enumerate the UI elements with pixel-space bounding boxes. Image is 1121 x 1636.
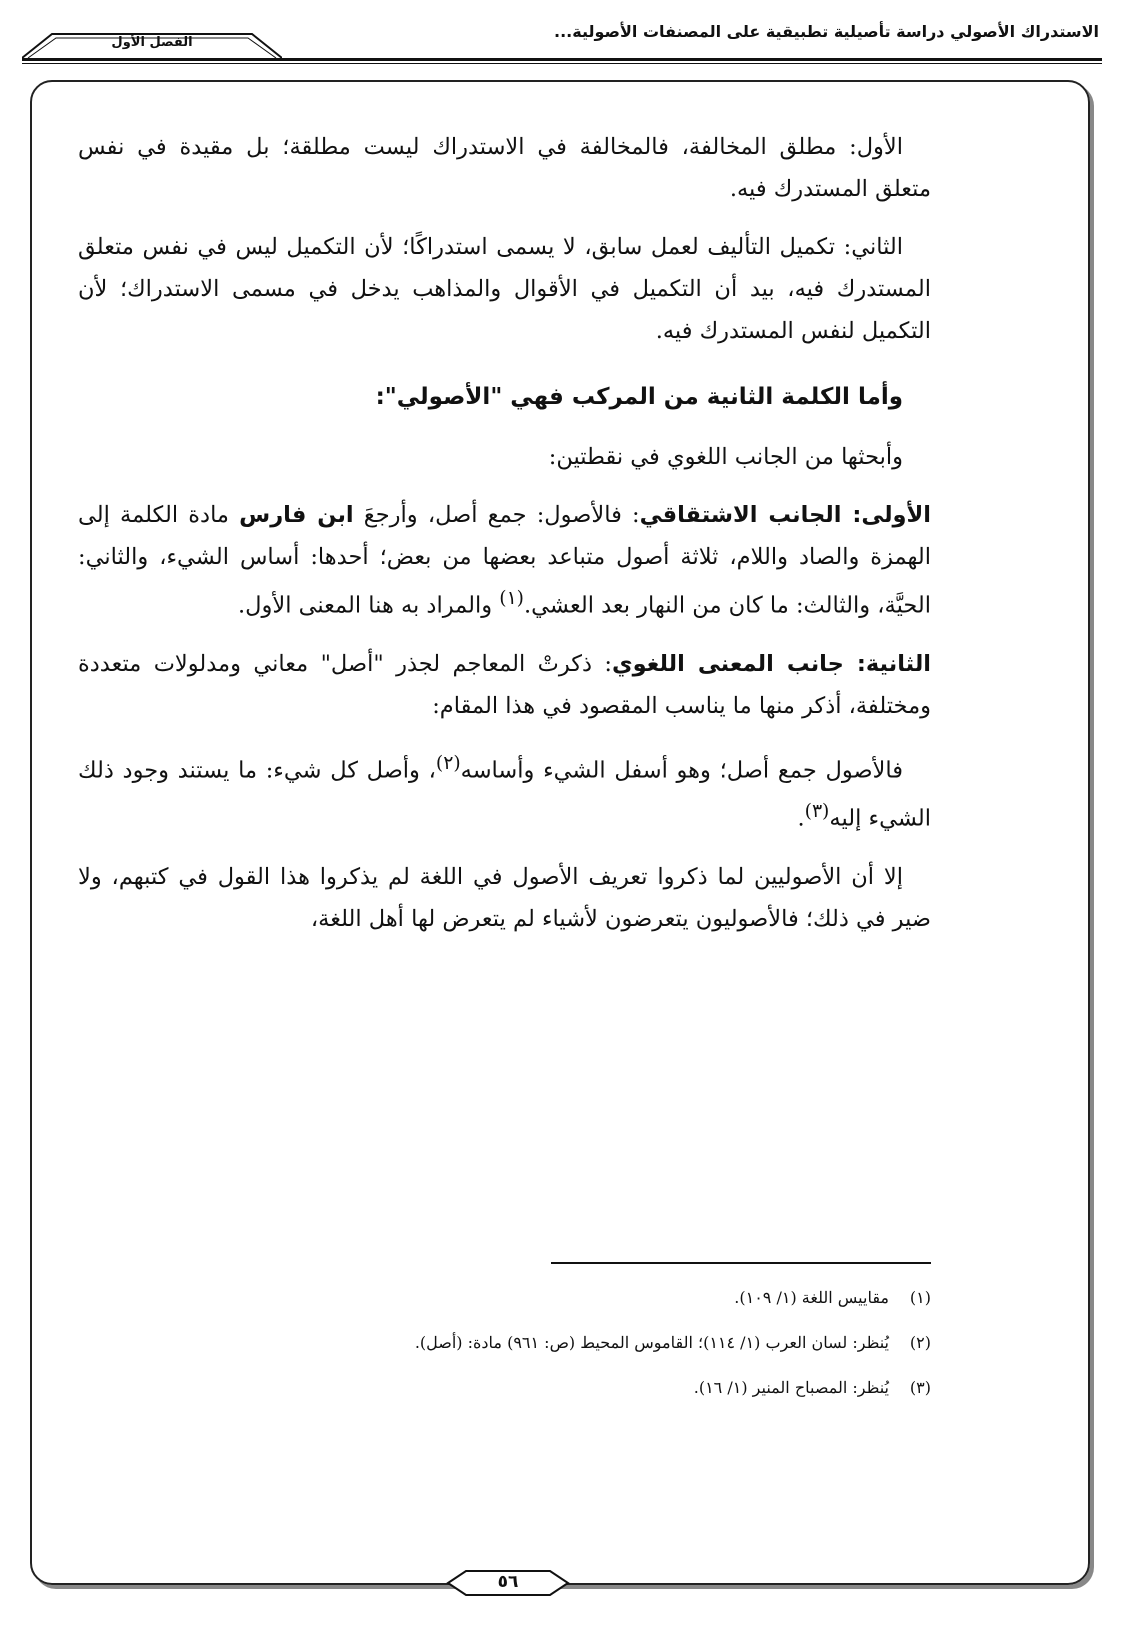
page-number-badge [446, 1568, 570, 1598]
paragraph-4 [78, 494, 931, 627]
footnote-2 [230, 1329, 931, 1357]
paragraph-2: الثاني: تكميل التأليف لعمل سابق، لا يسمى استدراكًا؛ لأن التكميل ليس في نفس متعلق المستدرك فيه، بيد أن التكميل في الأقوال والمذاهب يدخل في مسمى الاستدراك؛ لأن التكميل لنفس المستدرك فيه. [78, 234, 931, 344]
paragraph-6-text-b: ، وأصل كل شيء: ما يستند وجود ذلك الشيء إليه [78, 757, 931, 832]
paragraph-7: إلا أن الأصوليين لما ذكروا تعريف الأصول في اللغة لم يذكروا هذا القول في كتبهم، ولا ضير في ذلك؛ فالأصوليون يتعرضون لأشياء لم يتعرض لها أهل اللغة، [78, 863, 931, 932]
footnote-text: يُنظر: لسان العرب (١/ ١١٤)؛ القاموس المحيط (ص: ٩٦١) مادة: (أصل). [414, 1333, 889, 1352]
paragraph-5-text: : ذكرتْ المعاجم لجذر "أصل" معاني ومدلولات متعددة ومختلفة، أذكر منها ما يناسب المقصود في هذا المقام: [78, 650, 931, 719]
paragraph-5 [78, 643, 931, 727]
paragraph-4-text-a: : فالأصول: جمع أصل، وأرجعَ [353, 502, 640, 528]
footnote-ref-1[interactable]: (١) [499, 588, 524, 609]
paragraph-4-text-c: والمراد به هنا المعنى الأول. [238, 592, 500, 619]
footnotes [230, 1284, 931, 1419]
footnote-text: يُنظر: المصباح المنير (١/ ١٦). [693, 1378, 889, 1397]
footnote-ref-2[interactable]: (٢) [435, 752, 461, 774]
footnote-text: مقاييس اللغة (١/ ١٠٩). [734, 1288, 889, 1307]
section-heading: وأما الكلمة الثانية من المركب فهي "الأصولي": [375, 384, 903, 410]
header-rule [22, 58, 1102, 61]
main-text [78, 126, 931, 956]
footnote-number: (٣) [909, 1378, 931, 1397]
chapter-tab [22, 28, 282, 62]
footnote-3 [230, 1374, 931, 1402]
running-title: الاستدراك الأصولي دراسة تأصيلية تطبيقية على المصنفات الأصولية... [554, 22, 1099, 41]
paragraph-4-text-b: مادة الكلمة إلى الهمزة والصاد واللام، ثلاثة أصول متباعد بعضها من بعض؛ أحدها: أساس الشيء، والثاني: الحيَّة، والثالث: ما كان من النهار بعد العشي. [78, 502, 931, 619]
footnote-number: (١) [909, 1288, 931, 1307]
paragraph-3: وأبحثها من الجانب اللغوي في نقطتين: [548, 444, 903, 470]
paragraph-6-text-c: . [797, 805, 805, 832]
author-name: ابن فارس [239, 502, 354, 528]
paragraph-4-lead: الأولى: الجانب الاشتقاقي [639, 502, 931, 528]
chapter-label: الفصل الأول [111, 35, 193, 50]
header-rule-thin [22, 63, 1102, 64]
paragraph-1: الأول: مطلق المخالفة، فالمخالفة في الاستدراك ليست مطلقة؛ بل مقيدة في نفس متعلق المستدرك فيه. [78, 134, 931, 202]
paragraph-5-lead: الثانية: جانب المعنى اللغوي [612, 650, 931, 677]
footnote-separator [551, 1262, 931, 1264]
paragraph-6-text-a: فالأصول جمع أصل؛ وهو أسفل الشيء وأساسه [460, 757, 903, 783]
footnote-ref-3[interactable]: (٣) [804, 801, 830, 822]
page-number: ٥٦ [497, 1572, 519, 1592]
footnote-number: (٢) [909, 1333, 931, 1352]
paragraph-6 [78, 743, 931, 840]
footnote-1 [230, 1284, 931, 1312]
